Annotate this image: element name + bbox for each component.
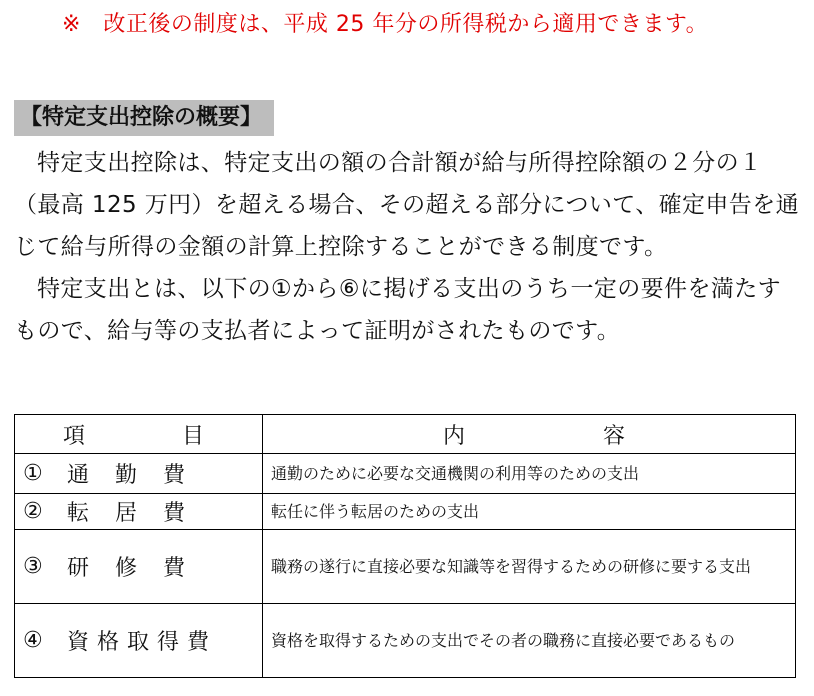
paragraph-definition: 特定支出控除は、特定支出の額の合計額が給与所得控除額の２分の１（最高 125 万円）を超える場合、その超える部分について、確定申告を通じて給与所得の金額の計算上控除することができる制度です。 — [14, 150, 800, 260]
table-row — [15, 530, 796, 604]
paragraph-specific-expenses: 特定支出とは、以下の①から⑥に掲げる支出のうち一定の要件を満たすもので、給与等の支払者によって証明がされたものです。 — [14, 276, 782, 344]
item-content: 職務の遂行に直接必要な知識等を習得するための研修に要する支出 — [263, 530, 796, 604]
header-content — [263, 415, 796, 454]
item-cell — [15, 530, 263, 604]
item-number: ① — [23, 461, 43, 486]
notice-text: ※ 改正後の制度は、平成 25 年分の所得税から適用できます。 — [62, 12, 709, 37]
item-number: ② — [23, 499, 43, 524]
item-content: 資格を取得するための支出でその者の職務に直接必要であるもの — [263, 604, 796, 678]
item-cell — [15, 494, 263, 530]
header-item — [15, 415, 263, 454]
item-name: 通勤費 — [67, 463, 212, 488]
item-cell — [15, 454, 263, 494]
section-heading: 【特定支出控除の概要】 — [14, 100, 274, 136]
item-content: 転任に伴う転居のための支出 — [263, 494, 796, 530]
table-row — [15, 604, 796, 678]
item-number: ④ — [23, 628, 43, 653]
header-content-char-1: 内 — [443, 423, 466, 449]
table-row — [15, 494, 796, 530]
table-header-row — [15, 415, 796, 454]
item-name: 転居費 — [67, 501, 212, 526]
table-row — [15, 454, 796, 494]
item-name: 研修費 — [67, 556, 212, 581]
item-cell — [15, 604, 263, 678]
specific-expenses-table — [14, 414, 796, 678]
overview-body — [14, 142, 804, 352]
header-item-char-1: 項 — [63, 423, 86, 449]
header-content-char-2: 容 — [602, 423, 625, 449]
item-content: 通勤のために必要な交通機関の利用等のための支出 — [263, 454, 796, 494]
header-item-char-2: 目 — [181, 423, 204, 449]
item-name: 資格取得費 — [67, 630, 218, 655]
item-number: ③ — [23, 554, 43, 579]
